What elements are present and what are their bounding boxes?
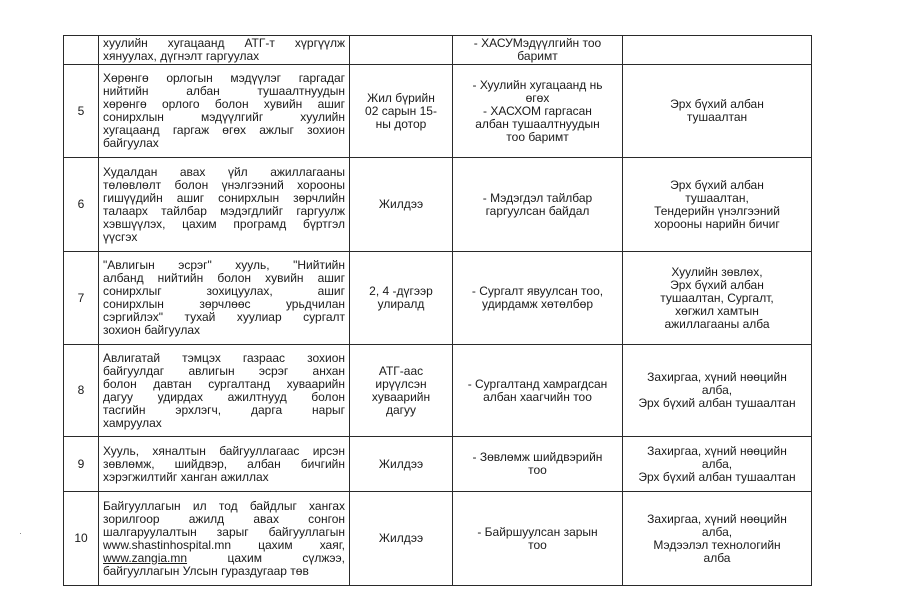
row-number: 10 [64,492,99,586]
responsible-cell [623,492,812,586]
indicator-line: баримт [517,49,558,63]
timeline-line: Жилдээ [378,197,424,211]
activity-line: байгууллагын Улсын гураздугаар төв [103,563,309,578]
responsible-line: Эрх бүхий албан [670,277,764,292]
timeline-line: ирүүлсэн [375,376,427,391]
activity-line: сэргийлэх" тухай хуулиар сургалт [103,310,345,324]
indicator-line: - Сургалтанд хамрагдсан [467,376,608,391]
activity-cell [99,158,350,252]
responsible-line: Эрх бүхий албан [670,97,764,111]
responsible-line: тушаалтан, [685,190,749,205]
table-row [64,65,812,158]
responsible-line: алба [703,550,731,565]
activity-line: Байгууллагын ил тод байдлыг хангах [103,498,345,513]
activity-cell [99,437,350,492]
indicator-line: албан тушаалтнуудын [475,116,600,131]
timeline-cell [350,492,453,586]
activity-line: "Авлигын эсрэг" хууль, "Нийтийн [103,258,345,272]
indicator-line: - Зөвлөмж шийдвэрийн [472,450,603,464]
activity-line: сонирхлын зөрчлөөс урьдчилан [103,297,345,311]
activity-line: сонирхлын мэдүүлгийг хуулийн [103,110,345,124]
activity-line: талаарх тайлбар мэдэгдлийг гаргуулж [103,203,345,218]
margin-mark: · [19,528,22,538]
responsible-line: алба, [701,383,733,397]
row-number: 7 [64,252,99,345]
table-row [64,252,812,345]
timeline-line: хуваарийн [371,389,431,404]
timeline-cell [350,158,453,252]
activity-line: Авлигатай тэмцэх газраас зохион [103,350,345,365]
activity-line: хэрэгжилтийг ханган ажиллах [103,469,269,484]
timeline-line: дагуу [385,402,417,417]
activity-cell [99,65,350,158]
table-row [64,492,812,586]
activity-cell [99,345,350,437]
activity-line: хугацаанд гаргаж өгөх ажлыг зохион [103,123,345,137]
indicator-line: гаргуулсан байдал [485,203,590,218]
table-body [64,36,812,586]
activity-line: хэвшүүлэх, цахим програмд бүртгэл [103,216,345,231]
indicator-cell [453,345,623,437]
row-number: 6 [64,158,99,252]
responsible-line: Захиргаа, хүний нөөцийн [647,443,787,458]
responsible-cell [623,65,812,158]
activity-line: Хөрөнгө орлогын мэдүүлэг гаргадаг [103,71,345,85]
timeline-cell [350,65,453,158]
timeline-line: АТГ-аас [378,363,424,378]
responsible-cell [623,252,812,345]
table-row [64,345,812,437]
timeline-line: 02 сарын 15- [365,103,437,118]
timeline-cell [350,437,453,492]
indicator-line: - Байршуулсан зарын [477,524,598,539]
activity-line: зорилгоор ажилд авах сонгон [103,511,345,526]
indicator-cell [453,492,623,586]
activity-line: зөвлөмж, шийдвэр, албан бичгийн [103,456,345,471]
indicator-line: - Сургалт явуулсан тоо, [471,284,604,298]
indicator-line: тоо баримт [506,129,569,144]
responsible-cell [623,36,812,65]
indicator-line: өгөх [525,90,550,105]
indicator-line: удирдамж хөтөлбөр [481,297,594,311]
responsible-line: Захиргаа, хүний нөөцийн [647,370,787,384]
timeline-line: Жил бүрийн [367,90,435,105]
activity-line: гишүүдийн ашиг сонирхлын зөрчлийн [103,190,345,205]
responsible-line: Захиргаа, хүний нөөцийн [647,511,787,526]
activity-line: шалгаруулалтын зарыг байгууллагын [103,524,345,539]
responsible-line: тушаалтан [686,110,748,124]
activity-line: хамруулах [103,415,162,430]
action-plan-table [63,35,812,586]
responsible-line: Эрх бүхий албан тушаалтан [638,469,796,484]
responsible-line: ажиллагааны алба [664,316,770,331]
indicator-line: - ХАСХОМ гаргасан [483,103,592,118]
indicator-cell [453,158,623,252]
responsible-cell [623,437,812,492]
indicator-cell [453,437,623,492]
indicator-line: тоо [528,537,547,552]
responsible-line: Эрх бүхий албан [670,177,764,192]
indicator-line: - Хуулийн хугацаанд нь [472,77,603,92]
activity-line: нийтийн албан тушаалтнуудын [103,84,345,98]
responsible-line: алба, [701,524,733,539]
activity-cell [99,36,350,65]
indicator-line: албан хаагчийн тоо [483,389,592,404]
activity-line: байгуулдаг авлигын эсрэг анхан [103,363,345,378]
timeline-line: улиралд [377,297,425,311]
activity-cell [99,492,350,586]
responsible-line: Эрх бүхий албан тушаалтан [638,396,796,410]
responsible-line: Хуулийн зөвлөх, [671,264,763,279]
responsible-cell [623,345,812,437]
activity-line: төлөвлөлт болон үнэлгээний хорооны [103,177,345,192]
activity-line: хуулийн хугацаанд АТГ-т хүргүүлж [103,36,345,50]
timeline-line: ны дотор [375,116,427,131]
timeline-cell [350,36,453,65]
timeline-cell [350,252,453,345]
activity-line: Худалдан авах үйл ажиллагааны [103,164,345,179]
activity-line: зохион байгуулах [103,323,201,337]
activity-cell [99,252,350,345]
activity-line: болон давтан сургалтанд хуваарийн [103,376,345,391]
table-row [64,158,812,252]
activity-line: дагуу удирдах ажилтнууд болон [103,389,345,404]
indicator-line: тоо [528,463,547,477]
responsible-line: Мэдээлэл технологийн [653,537,781,552]
indicator-cell [453,252,623,345]
activity-line: www.zangia.mn цахим сүлжээ, [103,550,345,565]
row-number: 5 [64,65,99,158]
responsible-line: хорооны нарийн бичиг [654,216,780,231]
table-row [64,437,812,492]
indicator-line: - ХАСУМэдүүлгийн тоо [473,36,602,50]
responsible-line: тушаалтан, Сургалт, [660,290,774,305]
activity-line: сонирхлыг зохицуулах, ашиг [103,284,345,298]
timeline-cell [350,345,453,437]
responsible-line: Тендерийн үнэлгээний [654,203,780,218]
indicator-cell [453,65,623,158]
row-number: 8 [64,345,99,437]
timeline-line: Жилдээ [378,456,424,471]
activity-line: үүсгэх [103,229,138,244]
table-row [64,36,812,65]
activity-line: байгуулах [103,136,159,150]
activity-line: Хууль, хяналтын байгууллагаас ирсэн [103,443,345,458]
responsible-line: хөгжил хамтын [675,303,759,318]
activity-line: www.shastinhospital.mn цахим хаяг, [103,537,345,552]
timeline-line: 2, 4 -дүгээр [369,284,433,298]
activity-line: хөрөнгө орлого болон хувийн ашиг [103,97,345,111]
activity-line: хянуулах, дүгнэлт гаргуулах [103,49,260,63]
activity-line: тасгийн эрхлэгч, дарга нарыг [103,402,345,417]
responsible-cell [623,158,812,252]
indicator-line: - Мэдэгдэл тайлбар [482,190,593,205]
row-number [64,36,99,65]
responsible-line: алба, [701,456,733,471]
row-number: 9 [64,437,99,492]
timeline-line: Жилдээ [378,531,424,545]
indicator-cell [453,36,623,65]
activity-line: албанд нийтийн болон хувийн ашиг [103,271,345,285]
